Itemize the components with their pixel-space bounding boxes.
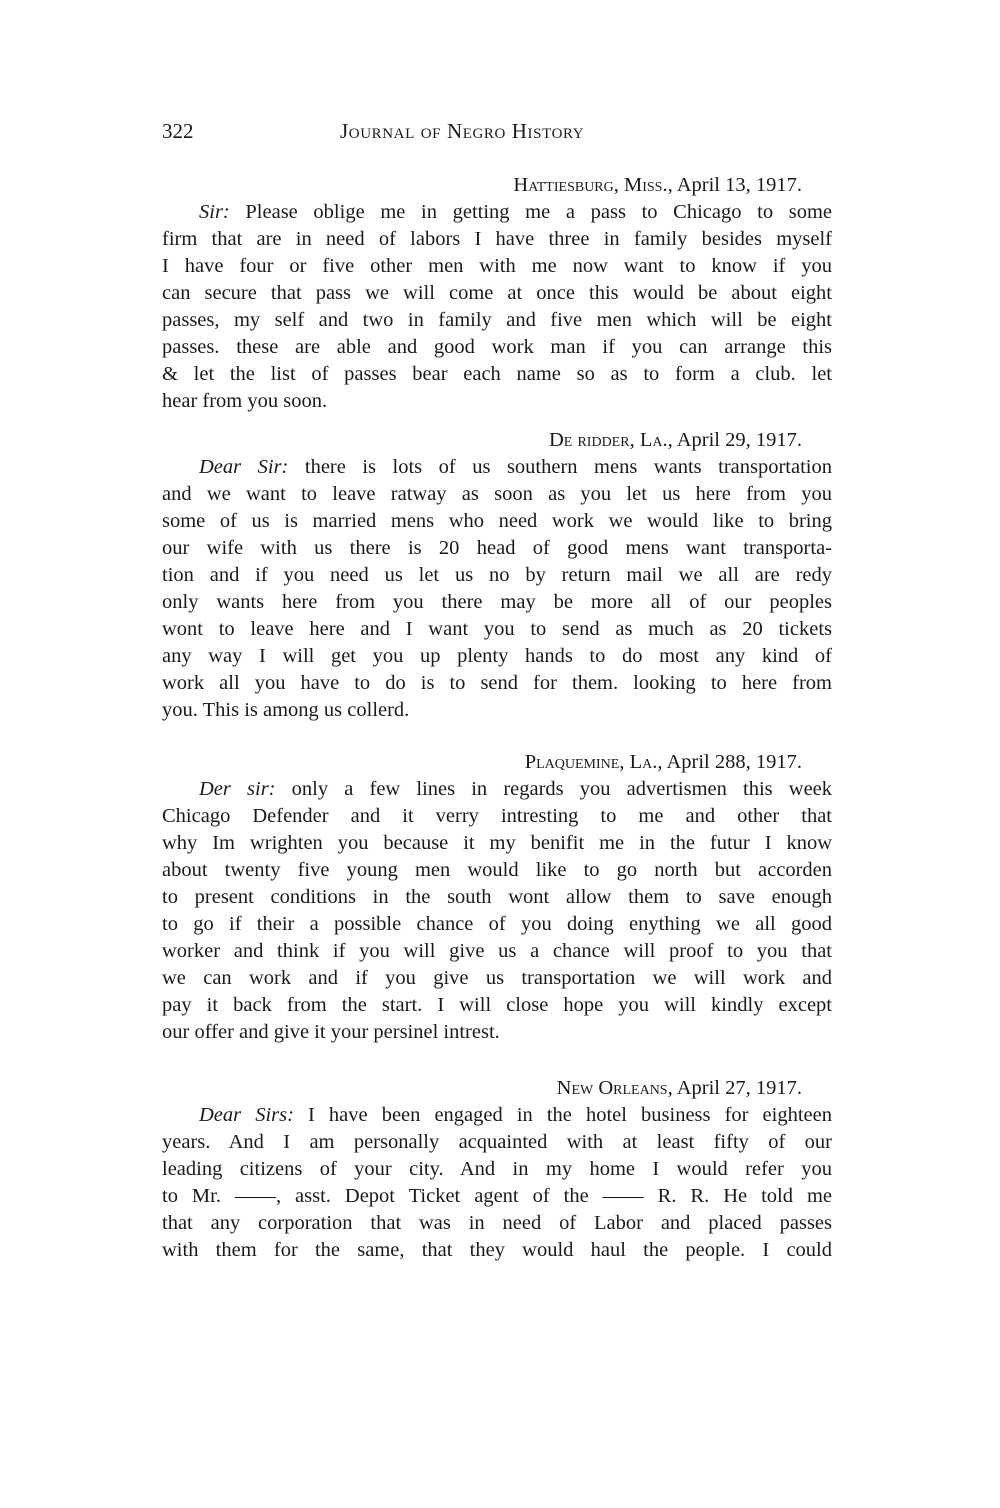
letter-line: work all you have to do is to send for them. looking to here from [162, 672, 832, 694]
letter-line: Dear Sir: there is lots of us southern mens wants transportation [199, 456, 832, 478]
salutation: Dear Sirs: [199, 1104, 294, 1126]
letter-line: & let the list of passes bear each name so as to form a club. let [162, 363, 832, 385]
letter-line: to Mr. ——, asst. Depot Ticket agent of the —— R. R. He told me [162, 1185, 832, 1207]
letter-line: our offer and give it your persinel intrest. [162, 1021, 500, 1043]
letter-line: why Im wrighten you because it my benifit me in the futur I know [162, 832, 832, 854]
dateline [162, 1075, 832, 1102]
letter-line: Sir: Please oblige me in getting me a pass to Chicago to some [199, 201, 833, 223]
date: April 13, 1917. [676, 174, 802, 196]
letter-line: about twenty five young men would like to go north but accorden [162, 859, 832, 881]
dateline [162, 172, 832, 199]
letter-line: tion and if you need us let us no by return mail we all are redy [162, 564, 832, 586]
letter-line: wont to leave here and I want you to send as much as 20 tickets [162, 618, 832, 640]
letter-line: you. This is among us collerd. [162, 699, 410, 721]
letter-de-ridder [162, 427, 832, 724]
letter-plaquemine [162, 749, 832, 1046]
salutation: Dear Sir: [199, 456, 289, 478]
letter-line: some of us is married mens who need work we would like to bring [162, 510, 832, 532]
place: Hattiesburg, Miss., [513, 174, 673, 196]
letter-line: Dear Sirs: I have been engaged in the hotel business for eighteen [199, 1104, 832, 1126]
letter-line: we can work and if you give us transportation we will work and [162, 967, 832, 989]
place: Plaquemine, La., [524, 751, 663, 773]
letter-line: worker and think if you will give us a chance will proof to you that [162, 940, 832, 962]
salutation: Der sir: [199, 778, 276, 800]
letter-line: passes. these are able and good work man if you can arrange this [162, 336, 832, 358]
letter-line: leading citizens of your city. And in my home I would refer you [162, 1158, 832, 1180]
letter-line: to present conditions in the south wont allow them to save enough [162, 886, 832, 908]
letter-line: to go if their a possible chance of you doing enything we all good [162, 913, 832, 935]
salutation: Sir: [199, 201, 230, 223]
dateline [162, 427, 832, 454]
dateline [162, 749, 832, 776]
date: April 27, 1917. [676, 1077, 802, 1099]
letter-line: passes, my self and two in family and five men which will be eight [162, 309, 832, 331]
letter-line: only wants here from you there may be more all of our peoples [162, 591, 832, 613]
letter-line: firm that are in need of labors I have three in family besides myself [162, 228, 832, 250]
letter-line: I have four or five other men with me now want to know if you [162, 255, 832, 277]
letter-line: with them for the same, that they would haul the people. I could [162, 1239, 832, 1261]
letter-line: pay it back from the start. I will close hope you will kindly except [162, 994, 832, 1016]
letter-line: and we want to leave ratway as soon as you let us here from you [162, 483, 832, 505]
letter-line: our wife with us there is 20 head of good mens want transporta- [162, 537, 832, 559]
letter-line: years. And I am personally acquainted with at least fifty of our [162, 1131, 832, 1153]
date: April 288, 1917. [666, 751, 802, 773]
running-head [162, 116, 832, 146]
journal-title: Journal of Negro History [340, 119, 585, 143]
letter-line: hear from you soon. [162, 390, 328, 412]
letter-line: can secure that pass we will come at once this would be about eight [162, 282, 832, 304]
page-number: 322 [162, 119, 194, 143]
place: New Orleans, [556, 1077, 673, 1099]
letter-line: Chicago Defender and it verry intresting to me and other that [162, 805, 832, 827]
place: De ridder, La., [548, 429, 673, 451]
letter-line: any way I will get you up plenty hands to do most any kind of [162, 645, 832, 667]
letter-new-orleans [162, 1075, 832, 1264]
letter-line: that any corporation that was in need of Labor and placed passes [162, 1212, 832, 1234]
date: April 29, 1917. [676, 429, 802, 451]
letter-line: Der sir: only a few lines in regards you advertismen this week [199, 778, 833, 800]
letter-hattiesburg [162, 172, 832, 415]
